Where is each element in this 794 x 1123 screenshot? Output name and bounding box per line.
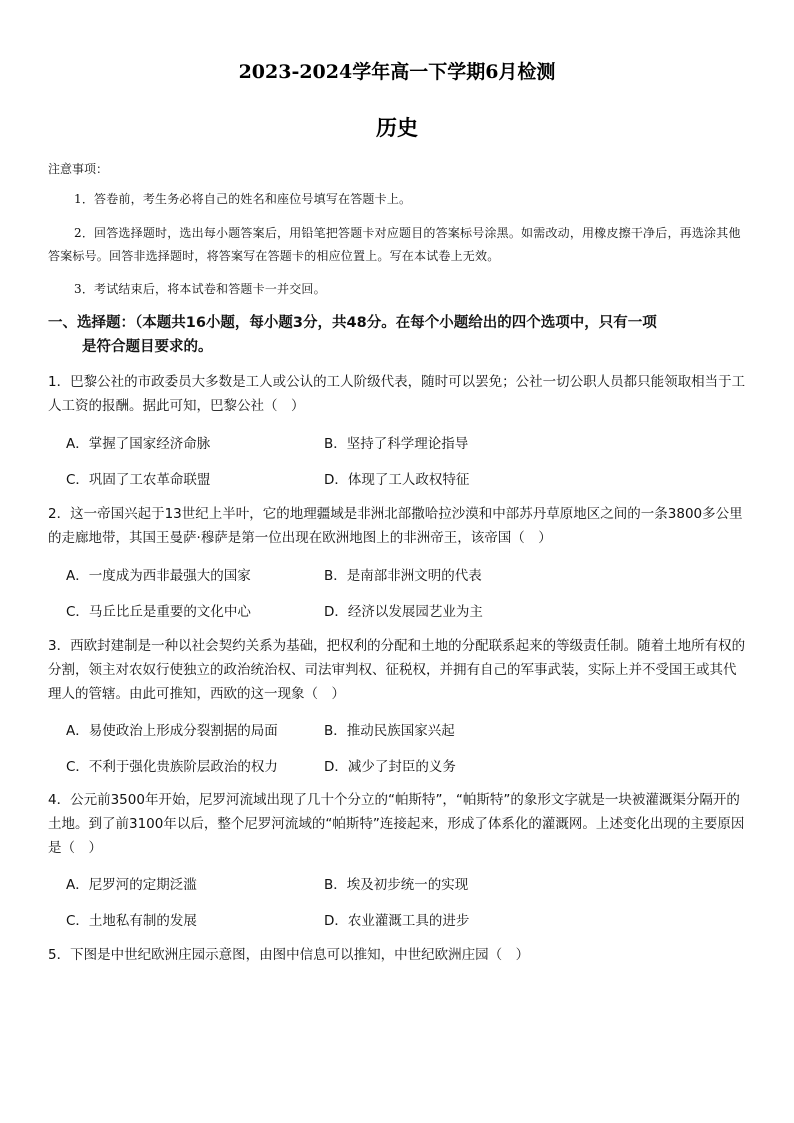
question-1-option-b: B．坚持了科学理论指导 bbox=[324, 436, 469, 452]
section-heading bbox=[48, 311, 758, 359]
notice-item-1: 1．答卷前，考生务必将自己的姓名和座位号填写在答题卡上。 bbox=[74, 192, 412, 206]
section-heading-line2: 是符合题目要求的。 bbox=[82, 339, 213, 355]
question-5-stem: 5．下图是中世纪欧洲庄园示意图，由图中信息可以推知，中世纪欧洲庄园（ ） bbox=[48, 947, 530, 963]
question-1-stem: 1．巴黎公社的市政委员大多数是工人或公认的工人阶级代表，随时可以罢免；公社一切公职人员都只能领取相当于工人工资的报酬。据此可知，巴黎公社（ ） bbox=[48, 374, 746, 414]
question-4-option-b: B．埃及初步统一的实现 bbox=[324, 877, 469, 893]
section-heading-line1: 一、选择题：（本题共16小题，每小题3分，共48分。在每个小题给出的四个选项中，只有一项 bbox=[48, 315, 657, 331]
notice-item-2: 2．回答选择题时，选出每小题答案后，用铅笔把答题卡对应题目的答案标号涂黑。如需改动，用橡皮擦干净后，再选涂其他答案标号。回答非选择题时，将答案写在答题卡的相应位置上。写在本试卷上无效。 bbox=[48, 226, 741, 263]
question-3-option-b: B．推动民族国家兴起 bbox=[324, 723, 455, 739]
question-4-option-d: D．农业灌溉工具的进步 bbox=[324, 913, 470, 929]
question-4-option-c: C．土地私有制的发展 bbox=[66, 913, 197, 929]
notice-item-3: 3．考试结束后，将本试卷和答题卡一并交回。 bbox=[74, 282, 326, 296]
question-2-stem: 2．这一帝国兴起于13世纪上半叶，它的地理疆域是非洲北部撒哈拉沙漠和中部苏丹草原地区之间的一条3800多公里的走廊地带，其国王曼萨·穆萨是第一位出现在欧洲地图上的非洲帝王，该帝国（ ） bbox=[48, 506, 743, 546]
question-3-option-a: A．易使政治上形成分裂割据的局面 bbox=[66, 723, 278, 739]
question-1-option-c: C．巩固了工农革命联盟 bbox=[66, 472, 211, 488]
subject-title: 历史 bbox=[376, 115, 418, 140]
question-2-option-d: D．经济以发展园艺业为主 bbox=[324, 604, 483, 620]
exam-title: 2023-2024学年高一下学期6月检测 bbox=[238, 61, 556, 83]
question-4-stem: 4．公元前3500年开始，尼罗河流域出现了几十个分立的“帕斯特”，“帕斯特”的象形文字就是一块被灌溉渠分隔开的土地。到了前3100年以后，整个尼罗河流域的“帕斯特”连接起来，形成了体系化的灌溉网。上述变化出现的主要原因是（ ） bbox=[48, 792, 745, 856]
question-3-option-d: D．减少了封臣的义务 bbox=[324, 759, 456, 775]
notice-heading: 注意事项： bbox=[48, 162, 109, 176]
question-1-option-a: A．掌握了国家经济命脉 bbox=[66, 436, 211, 452]
question-1-option-d: D．体现了工人政权特征 bbox=[324, 472, 470, 488]
question-2-option-a: A．一度成为西非最强大的国家 bbox=[66, 568, 251, 584]
question-2-option-c: C．马丘比丘是重要的文化中心 bbox=[66, 604, 251, 620]
question-2-option-b: B．是南部非洲文明的代表 bbox=[324, 568, 482, 584]
question-4-option-a: A．尼罗河的定期泛滥 bbox=[66, 877, 197, 893]
question-3-option-c: C．不利于强化贵族阶层政治的权力 bbox=[66, 759, 278, 775]
question-3-stem: 3．西欧封建制是一种以社会契约关系为基础，把权利的分配和土地的分配联系起来的等级责任制。随着土地所有权的分割，领主对农奴行使独立的政治统治权、司法审判权、征税权，并拥有自己的军事武装，实际上并不受国王或其代理人的管辖。由此可推知，西欧的这一现象（ ） bbox=[48, 638, 746, 702]
